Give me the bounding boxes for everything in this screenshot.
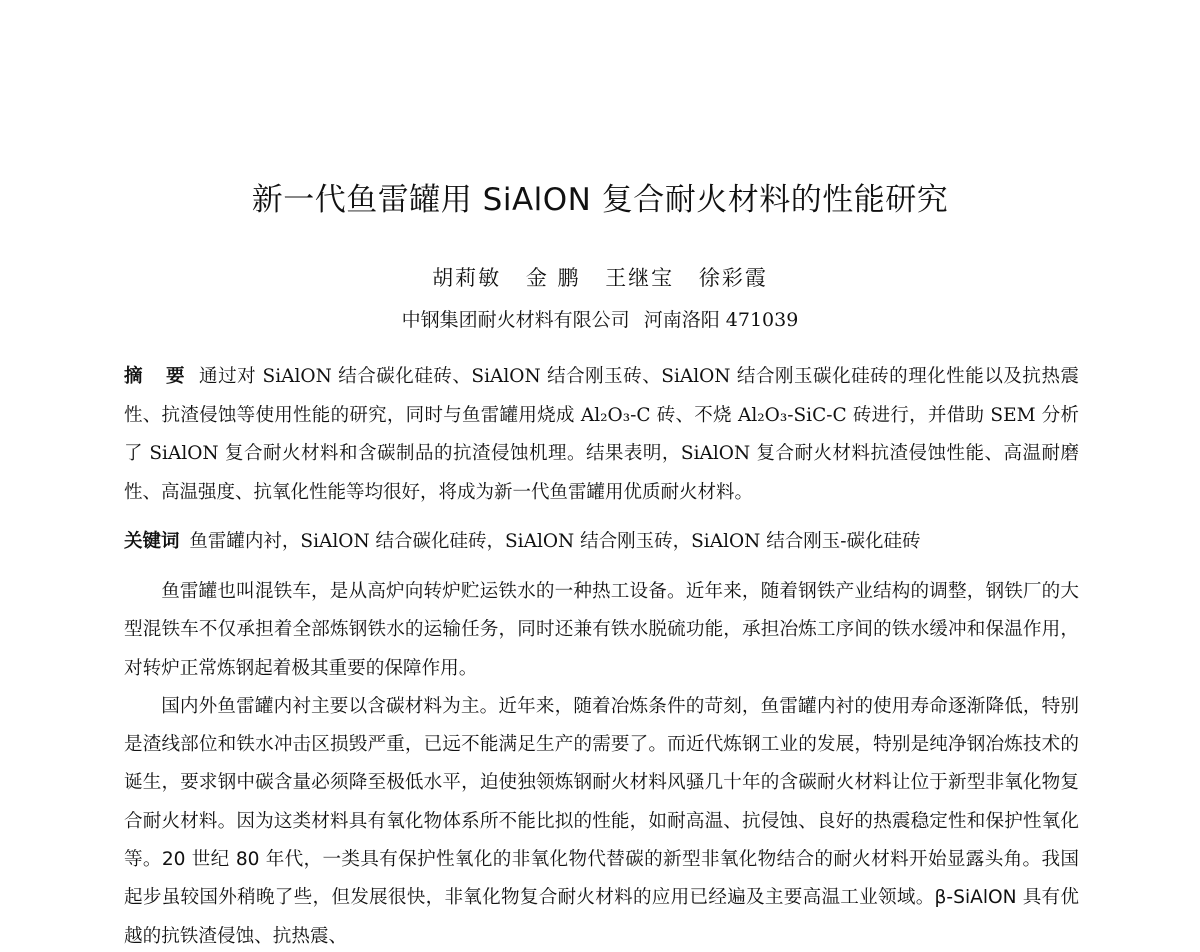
author-name: 金 鹏 <box>525 266 581 290</box>
body-paragraph: 鱼雷罐也叫混铁车，是从高炉向转炉贮运铁水的一种热工设备。近年来，随着钢铁产业结构的调整，钢铁厂的大型混铁车不仅承担着全部炼钢铁水的运输任务，同时还兼有铁水脱硫功能，承担冶炼工序间的铁水缓冲和保温作用，对转炉正常炼钢起着极其重要的保障作用。 <box>124 581 1079 679</box>
author-list <box>0 263 1200 293</box>
keywords-text: 鱼雷罐内衬，SiAlON 结合碳化硅砖，SiAlON 结合刚玉砖，SiAlON 结合刚玉-碳化硅砖 <box>189 531 921 552</box>
abstract-text: 通过对 SiAlON 结合碳化硅砖、SiAlON 结合刚玉砖、SiAlON 结合刚玉碳化硅砖的理化性能以及抗热震性、抗渣侵蚀等使用性能的研究，同时与鱼雷罐用烧成 Al₂O₃-C 砖、不烧 Al₂O₃-SiC-C 砖进行，并借助 SEM 分析了 SiAlON 复合耐火材料和含碳制品的抗渣侵蚀机理。结果表明，SiAlON 复合耐火材料抗渣侵蚀性能、高温耐磨性、高温强度、抗氧化性能等均很好，将成为新一代鱼雷罐用优质耐火材料。 <box>124 366 1079 503</box>
author-name: 徐彩霞 <box>698 266 768 290</box>
author-name: 王继宝 <box>605 266 675 290</box>
affiliation-address: 河南洛阳 471039 <box>643 309 799 331</box>
abstract-section <box>124 358 1079 512</box>
body-paragraph: 国内外鱼雷罐内衬主要以含碳材料为主。近年来，随着冶炼条件的苛刻，鱼雷罐内衬的使用寿命逐渐降低，特别是渣线部位和铁水冲击区损毁严重，已远不能满足生产的需要了。而近代炼钢工业的发展，特别是纯净钢冶炼技术的诞生，要求钢中碳含量必须降至极低水平，迫使独领炼钢耐火材料风骚几十年的含碳耐火材料让位于新型非氧化物复合耐火材料。因为这类材料具有氧化物体系所不能比拟的性能，如耐高温、抗侵蚀、良好的热震稳定性和保护性氧化等。20 世纪 80 年代，一类具有保护性氧化的非氧化物代替碳的新型非氧化物结合的耐火材料开始显露头角。我国起步虽较国外稍晚了些，但发展很快，非氧化物复合耐火材料的应用已经遍及主要高温工业领域。β-SiAlON 具有优越的抗铁渣侵蚀、抗热震、 <box>124 695 1079 947</box>
paper-title: 新一代鱼雷罐用 SiAlON 复合耐火材料的性能研究 <box>251 182 949 218</box>
keywords-section <box>124 525 1084 559</box>
affiliation-org: 中钢集团耐火材料有限公司 <box>401 309 630 331</box>
author-affiliation <box>0 306 1200 334</box>
keywords-label: 关键词 <box>124 531 180 552</box>
author-name: 胡莉敏 <box>432 266 502 290</box>
body-text <box>124 573 1079 952</box>
abstract-label: 摘 要 <box>124 366 194 387</box>
